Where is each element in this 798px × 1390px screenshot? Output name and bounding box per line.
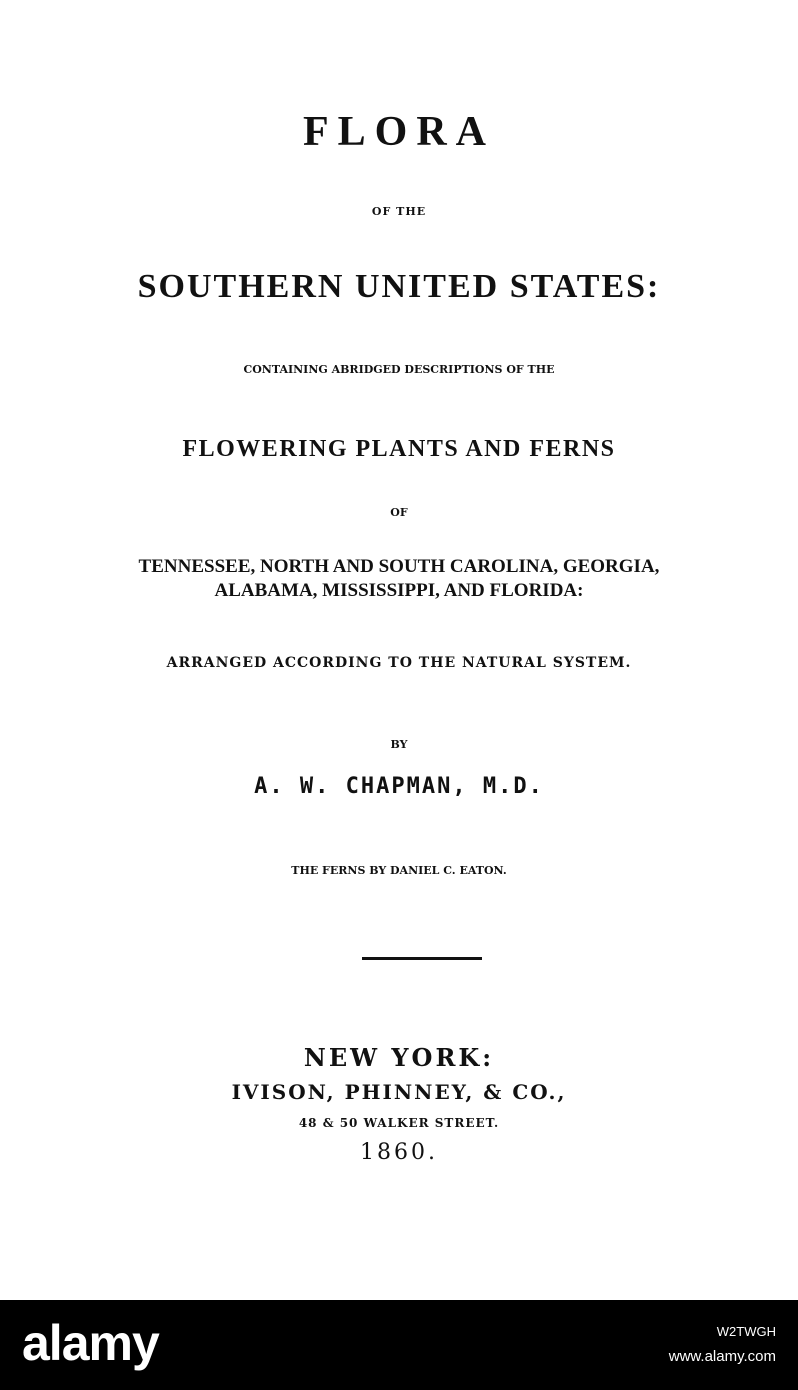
of-text: OF [390,506,408,519]
author-name: A. W. CHAPMAN, M.D. [254,774,544,799]
divider-rule [362,957,482,960]
containing-text: CONTAINING ABRIDGED DESCRIPTIONS OF THE [243,363,555,376]
book-subtitle: SOUTHERN UNITED STATES: [137,268,661,305]
book-title: FLORA [303,109,495,155]
publisher-address: 48 & 50 WALKER STREET. [298,1116,500,1130]
publisher-city: NEW YORK: [303,1043,495,1072]
states-line-2: ALABAMA, MISSISSIPPI, AND FLORIDA: [214,580,584,601]
of-the-text: OF THE [371,205,427,218]
image-id: W2TWGH [716,1324,776,1339]
states-line-1: TENNESSEE, NORTH AND SOUTH CAROLINA, GEORGIA, [138,556,660,577]
by-text: BY [390,738,408,751]
stock-url: www.alamy.com [668,1348,776,1365]
arranged-text: ARRANGED ACCORDING TO THE NATURAL SYSTEM. [166,655,632,671]
publisher-name: IVISON, PHINNEY, & CO., [231,1080,567,1104]
ferns-credit: THE FERNS BY DANIEL C. EATON. [291,864,507,877]
stock-watermark-bar [0,1300,798,1390]
publication-year: 1860. [360,1140,438,1165]
subject-text: FLOWERING PLANTS AND FERNS [182,436,616,462]
alamy-logo: alamy [22,1315,159,1371]
